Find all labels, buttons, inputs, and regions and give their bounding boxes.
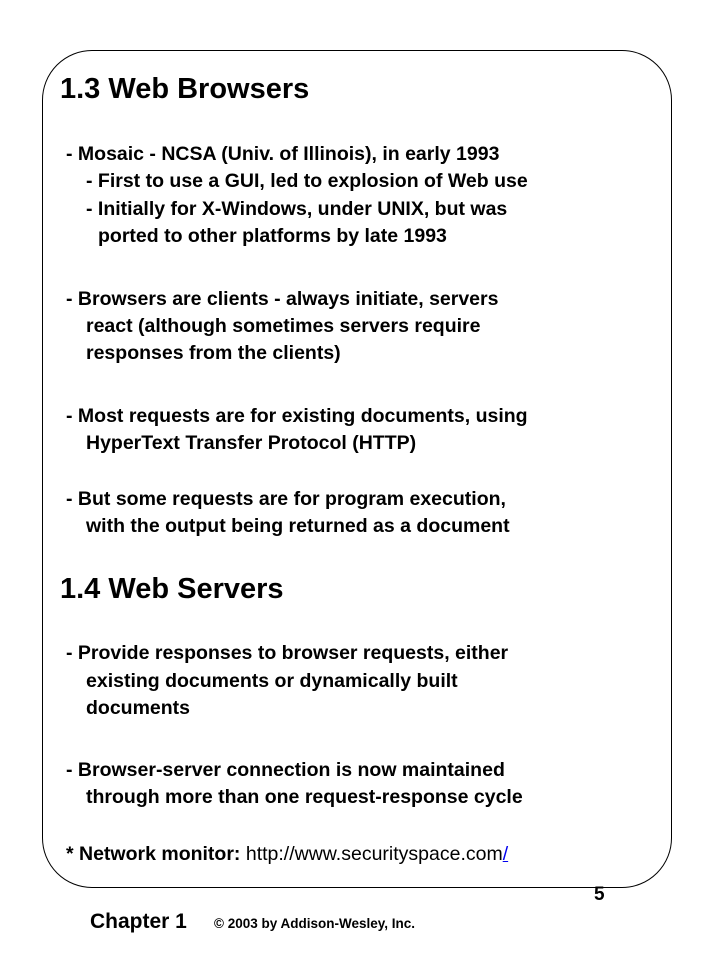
sub-bullet-gui: - First to use a GUI, led to explosion of Web use <box>86 170 528 192</box>
network-monitor-url-text: http://www.securityspace.com <box>245 843 503 865</box>
bullet-most-requests: - Most requests are for existing documents, using <box>66 405 528 427</box>
sub-bullet-x-windows: - Initially for X-Windows, under UNIX, but was <box>86 198 508 220</box>
network-monitor-line <box>66 841 508 867</box>
bullet-provide-responses-cont1: existing documents or dynamically built <box>86 670 458 692</box>
bullet-mosaic: - Mosaic - NCSA (Univ. of Illinois), in early 1993 <box>66 143 500 165</box>
bullet-browsers-clients-cont1: react (although sometimes servers require <box>86 315 481 337</box>
bullet-program-execution: - But some requests are for program execution, <box>66 488 506 510</box>
bullet-provide-responses-cont2: documents <box>86 697 191 719</box>
section-heading-web-servers: 1.4 Web Servers <box>60 573 284 605</box>
footer-copyright: © 2003 by Addison-Wesley, Inc. <box>214 916 416 931</box>
sub-bullet-x-windows-cont: ported to other platforms by late 1993 <box>98 225 447 247</box>
section-heading-web-browsers: 1.3 Web Browsers <box>60 73 310 105</box>
network-monitor-label: * Network monitor: <box>66 843 241 865</box>
bullet-provide-responses: - Provide responses to browser requests, either <box>66 642 509 664</box>
bullet-browsers-clients: - Browsers are clients - always initiate, servers <box>66 288 499 310</box>
bullet-connection-maintained: - Browser-server connection is now maintained <box>66 759 505 781</box>
bullet-browsers-clients-cont2: responses from the clients) <box>86 342 341 364</box>
network-monitor-link[interactable]: / <box>502 843 509 865</box>
bullet-program-execution-cont: with the output being returned as a document <box>86 515 510 537</box>
footer-chapter: Chapter 1 <box>90 910 187 933</box>
bullet-connection-maintained-cont: through more than one request-response cycle <box>86 786 523 808</box>
bullet-most-requests-cont: HyperText Transfer Protocol (HTTP) <box>86 432 417 454</box>
page-number: 5 <box>594 884 605 905</box>
